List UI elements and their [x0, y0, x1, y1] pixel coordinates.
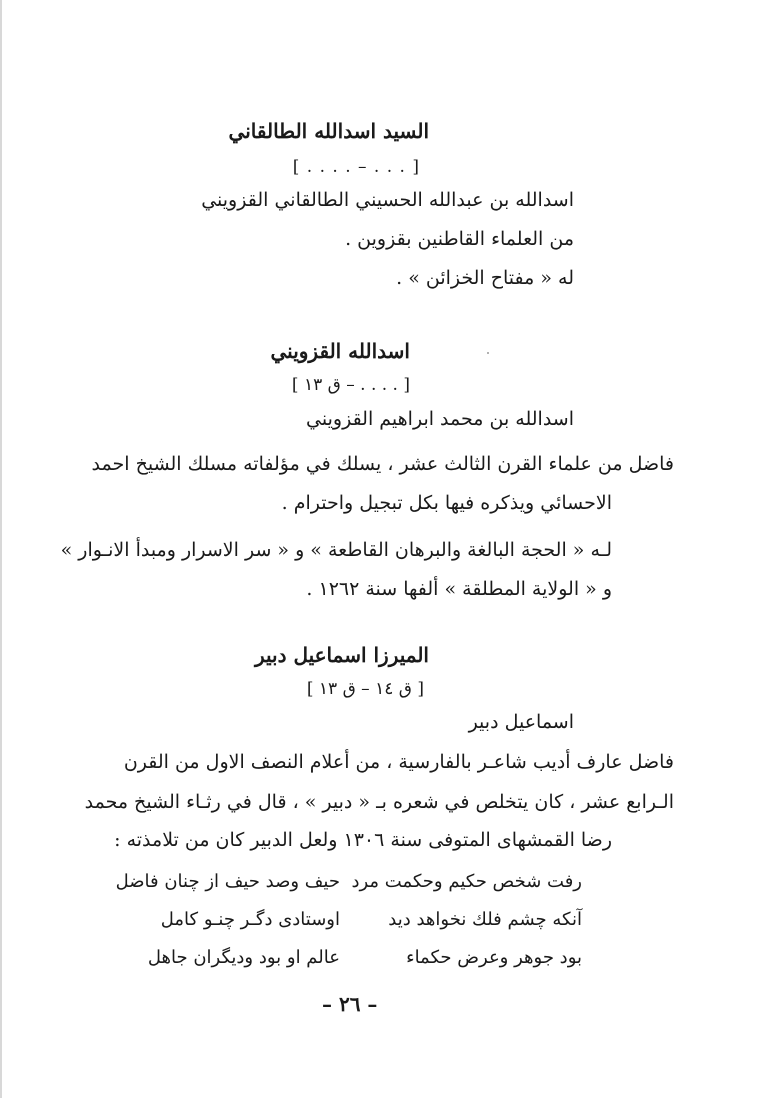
entry-dates: [ ق ١٣ – . . . . ] [291, 375, 410, 395]
scan-edge [0, 0, 2, 1098]
entry-dates: [ ق ١٤ – ق ١٣ ] [306, 679, 424, 699]
entry-text-line: اسدالله بن محمد ابراهيم القزويني [306, 408, 574, 430]
entry-text-line: و « الولاية المطلقة » ألفها سنة ١٢٦٢ . [306, 578, 612, 600]
poem-verse-second: عالم او بود وديگران جاهل [147, 947, 340, 968]
entry-heading: اسدالله القزويني [270, 339, 410, 363]
entry-heading: السيد اسدالله الطالقاني [228, 119, 429, 143]
entry-text-line: اسدالله بن عبدالله الحسيني الطالقاني القزويني [201, 189, 574, 211]
entry-text-line: رضا القمشهاى المتوفى سنة ١٣٠٦ ولعل الدبير كان من تلامذته : [114, 829, 612, 851]
page-number: – ٢٦ – [322, 992, 378, 1016]
entry-text-line: من العلماء القاطنين بقزوين . [345, 228, 574, 250]
poem-verse-second: اوستادى دگـر چنـو كامل [160, 909, 340, 930]
scan-speck [487, 352, 489, 354]
entry-text-line: الاحسائي ويذكره فيها بكل تبجيل واحترام . [281, 492, 612, 514]
poem-verse-first: آنكه چشم فلك نخواهد ديد [388, 909, 582, 930]
poem-verse-first: رفت شخص حكيم وحكمت مرد [351, 871, 582, 892]
entry-text-line: اسماعيل دبير [468, 711, 574, 733]
entry-text-line: الـرابع عشر ، كان يتخلص في شعره بـ « دبير » ، قال في رثـاء الشيخ محمد [84, 791, 674, 813]
poem-verse-first: بود جوهر وعرض حكماء [406, 947, 582, 968]
entry-text-line: فاضل من علماء القرن الثالث عشر ، يسلك في مؤلفاته مسلك الشيخ احمد [91, 453, 674, 475]
entry-heading: الميرزا اسماعيل دبير [254, 643, 429, 667]
entry-dates: [ . . . . – . . . ] [292, 157, 420, 177]
poem-verse-second: حيف وصد حيف از چنان فاضل [115, 871, 340, 892]
entry-text-line: فاضل عارف أديب شاعـر بالفارسية ، من أعلام النصف الاول من القرن [123, 751, 674, 773]
entry-text-line: لـه « الحجة البالغة والبرهان القاطعة » و « سر الاسرار ومبدأ الانـوار » [60, 539, 612, 561]
entry-text-line: له « مفتاح الخزائن » . [396, 267, 574, 289]
